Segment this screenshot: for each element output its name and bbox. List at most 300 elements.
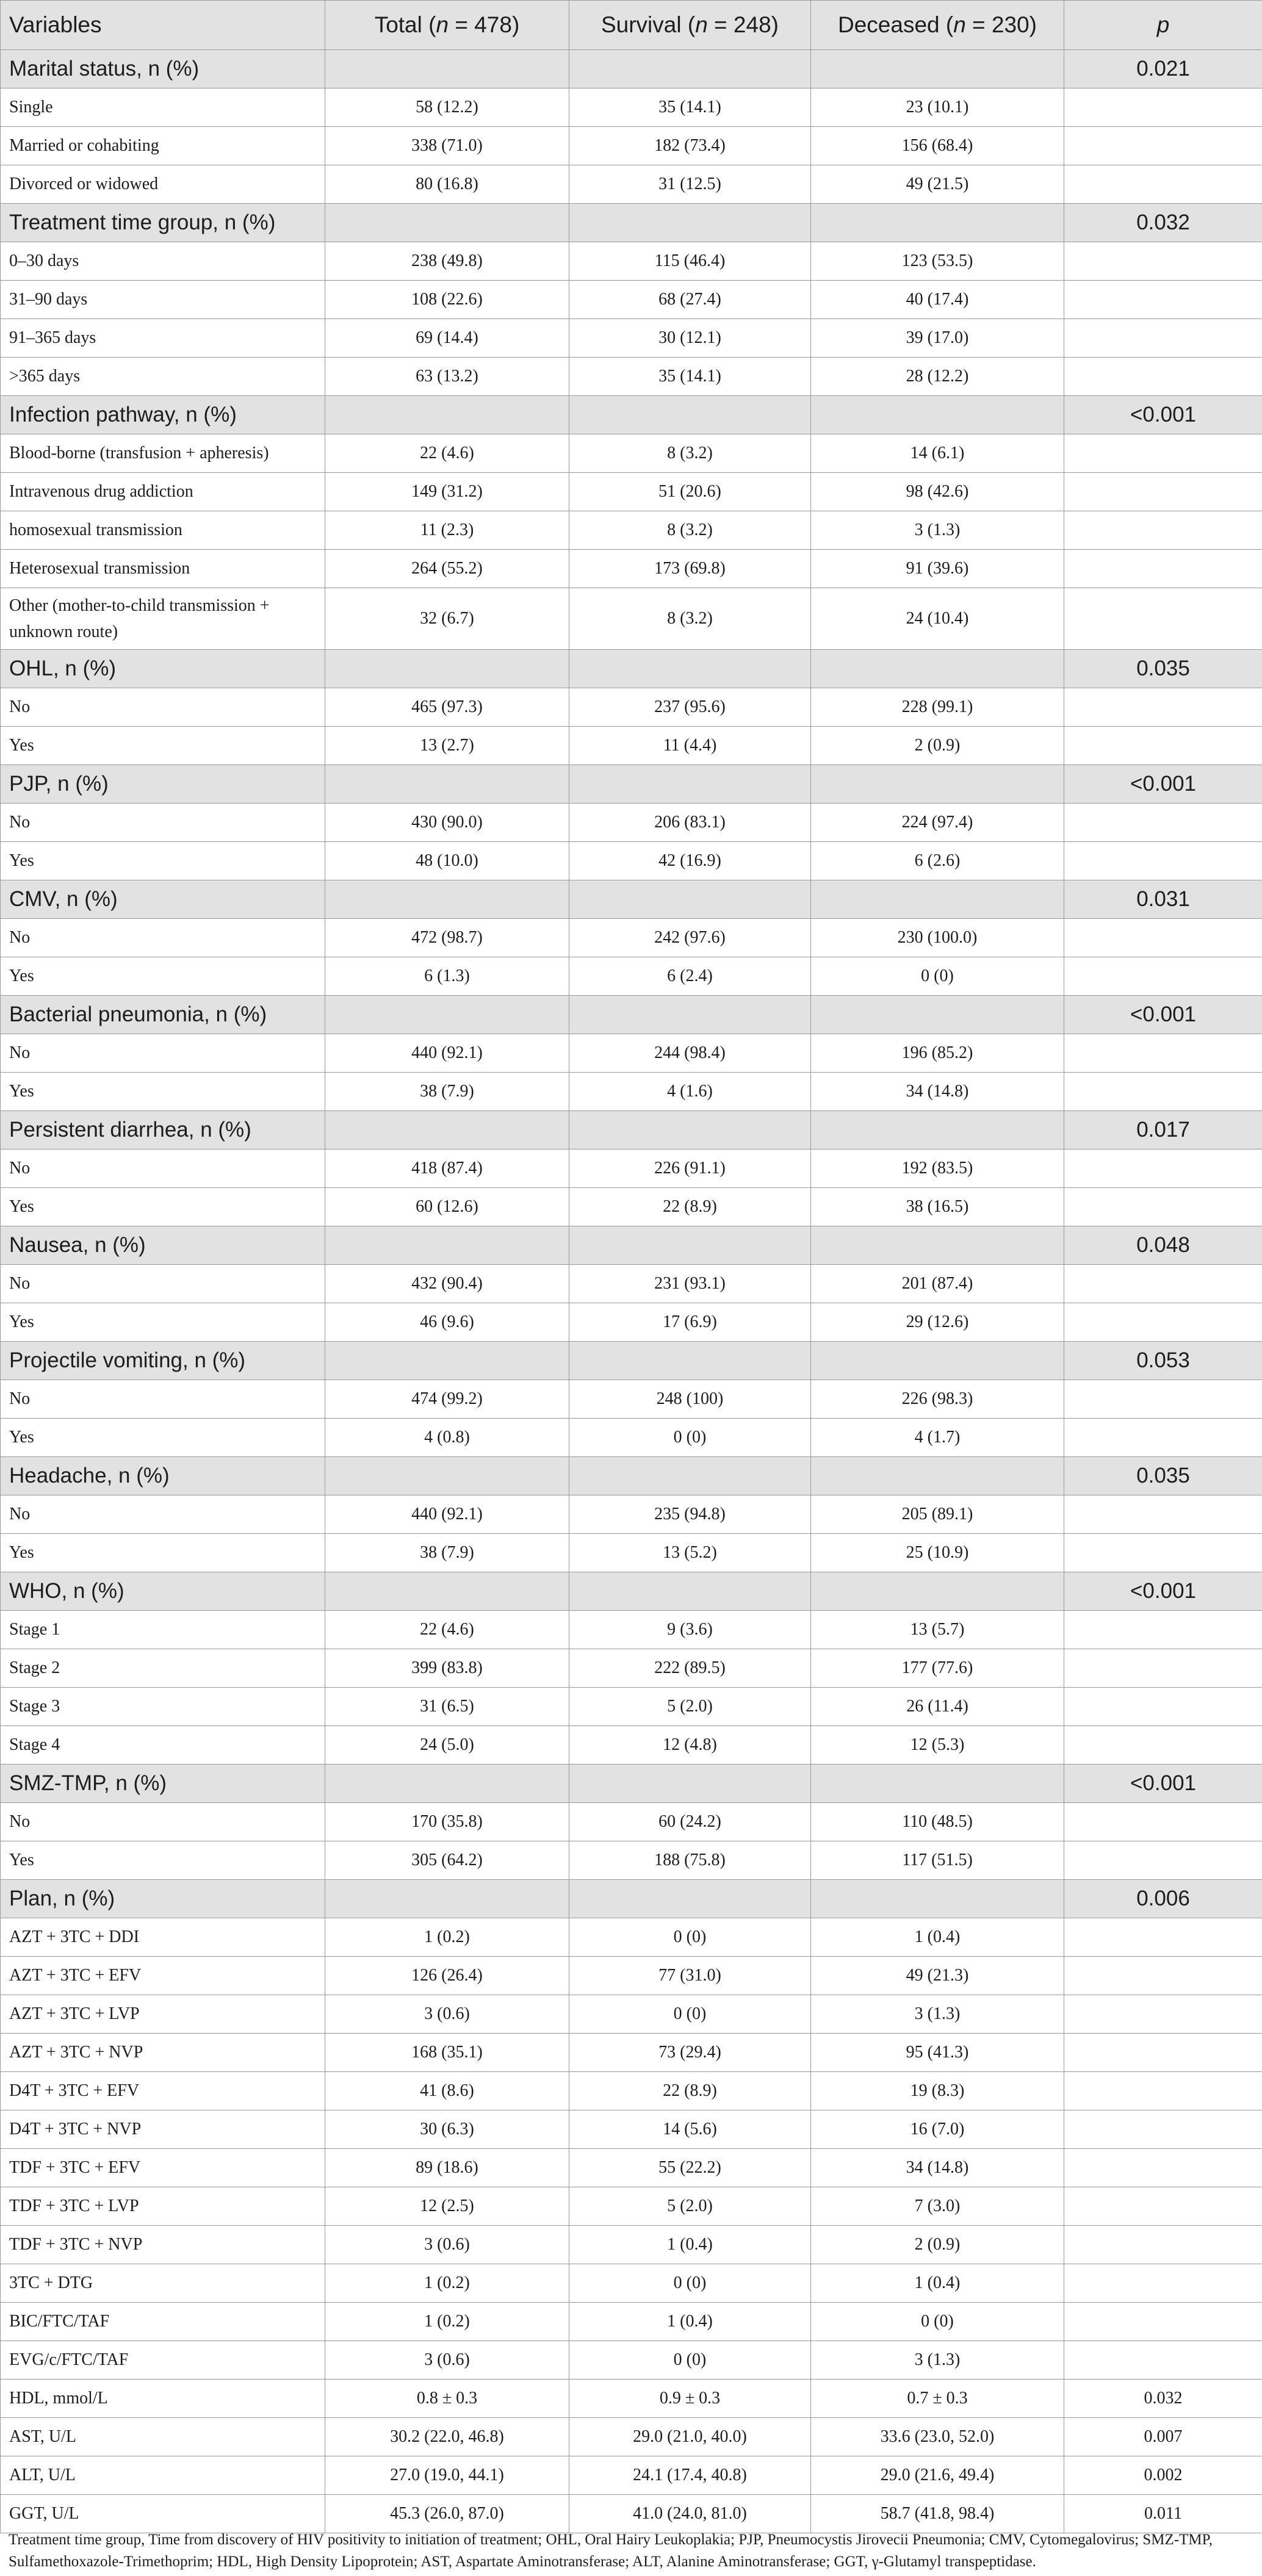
empty-cell — [1064, 319, 1262, 358]
header-total: Total (n = 478) — [325, 1, 569, 50]
total-value: 126 (26.4) — [325, 1957, 569, 1995]
empty-cell — [1064, 1188, 1262, 1226]
empty-cell — [1064, 804, 1262, 842]
total-value: 24 (5.0) — [325, 1726, 569, 1765]
empty-cell — [569, 1572, 811, 1611]
table-body — [1, 50, 1262, 2533]
empty-cell — [1064, 588, 1262, 650]
empty-cell — [1064, 473, 1262, 511]
row-label: TDF + 3TC + NVP — [1, 2226, 325, 2264]
total-value: 430 (90.0) — [325, 804, 569, 842]
table-row — [1, 1380, 1262, 1419]
header-row — [1, 1, 1262, 50]
total-value: 1 (0.2) — [325, 2264, 569, 2303]
total-value: 3 (0.6) — [325, 2341, 569, 2380]
total-value: 30 (6.3) — [325, 2110, 569, 2149]
row-label: Stage 3 — [1, 1688, 325, 1726]
empty-cell — [1064, 88, 1262, 127]
p-value: 0.017 — [1064, 1111, 1262, 1149]
survival-value: 24.1 (17.4, 40.8) — [569, 2456, 811, 2495]
total-value: 13 (2.7) — [325, 727, 569, 765]
total-value: 418 (87.4) — [325, 1149, 569, 1188]
empty-cell — [811, 650, 1064, 688]
survival-value: 60 (24.2) — [569, 1803, 811, 1841]
survival-value: 173 (69.8) — [569, 550, 811, 588]
section-header-row — [1, 880, 1262, 919]
row-label: AZT + 3TC + LVP — [1, 1995, 325, 2034]
row-label: >365 days — [1, 358, 325, 396]
total-value: 399 (83.8) — [325, 1649, 569, 1688]
p-value: 0.032 — [1064, 2380, 1262, 2418]
table-row — [1, 1034, 1262, 1073]
section-title: CMV, n (%) — [1, 880, 325, 919]
row-label: Divorced or widowed — [1, 165, 325, 204]
deceased-value: 28 (12.2) — [811, 358, 1064, 396]
empty-cell — [325, 1572, 569, 1611]
empty-cell — [569, 1880, 811, 1918]
empty-cell — [569, 396, 811, 434]
deceased-value: 6 (2.6) — [811, 842, 1064, 880]
empty-cell — [1064, 1419, 1262, 1457]
table-row — [1, 2149, 1262, 2187]
total-value: 60 (12.6) — [325, 1188, 569, 1226]
empty-cell — [1064, 727, 1262, 765]
total-value: 46 (9.6) — [325, 1303, 569, 1342]
deceased-value: 25 (10.9) — [811, 1534, 1064, 1572]
empty-cell — [1064, 842, 1262, 880]
survival-value: 31 (12.5) — [569, 165, 811, 204]
survival-value: 5 (2.0) — [569, 2187, 811, 2226]
row-label: AST, U/L — [1, 2418, 325, 2456]
deceased-value: 91 (39.6) — [811, 550, 1064, 588]
empty-cell — [1064, 281, 1262, 319]
header-survival: Survival (n = 248) — [569, 1, 811, 50]
total-value: 432 (90.4) — [325, 1265, 569, 1303]
survival-value: 68 (27.4) — [569, 281, 811, 319]
total-value: 41 (8.6) — [325, 2072, 569, 2110]
row-label: 0–30 days — [1, 242, 325, 281]
deceased-value: 19 (8.3) — [811, 2072, 1064, 2110]
total-value: 305 (64.2) — [325, 1841, 569, 1880]
table-row — [1, 2072, 1262, 2110]
table-row — [1, 957, 1262, 996]
empty-cell — [1064, 1995, 1262, 2034]
empty-cell — [1064, 2226, 1262, 2264]
section-header-row — [1, 996, 1262, 1034]
survival-value: 29.0 (21.0, 40.0) — [569, 2418, 811, 2456]
empty-cell — [811, 1765, 1064, 1803]
total-value: 440 (92.1) — [325, 1034, 569, 1073]
total-value: 48 (10.0) — [325, 842, 569, 880]
table-row — [1, 1803, 1262, 1841]
row-label: No — [1, 1149, 325, 1188]
total-value: 58 (12.2) — [325, 88, 569, 127]
table-row — [1, 804, 1262, 842]
row-label: No — [1, 1380, 325, 1419]
survival-value: 12 (4.8) — [569, 1726, 811, 1765]
table-row — [1, 1995, 1262, 2034]
survival-value: 237 (95.6) — [569, 688, 811, 727]
survival-value: 35 (14.1) — [569, 358, 811, 396]
deceased-value: 226 (98.3) — [811, 1380, 1064, 1419]
p-value: 0.035 — [1064, 650, 1262, 688]
total-value: 170 (35.8) — [325, 1803, 569, 1841]
deceased-value: 7 (3.0) — [811, 2187, 1064, 2226]
section-header-row — [1, 1457, 1262, 1495]
empty-cell — [1064, 2072, 1262, 2110]
row-label: Yes — [1, 1841, 325, 1880]
row-label: Intravenous drug addiction — [1, 473, 325, 511]
section-header-row — [1, 1226, 1262, 1265]
empty-cell — [1064, 165, 1262, 204]
survival-value: 182 (73.4) — [569, 127, 811, 165]
total-value: 22 (4.6) — [325, 1611, 569, 1649]
survival-value: 4 (1.6) — [569, 1073, 811, 1111]
empty-cell — [569, 996, 811, 1034]
empty-cell — [1064, 2149, 1262, 2187]
total-value: 4 (0.8) — [325, 1419, 569, 1457]
total-value: 80 (16.8) — [325, 165, 569, 204]
row-label: Yes — [1, 1534, 325, 1572]
deceased-value: 24 (10.4) — [811, 588, 1064, 650]
table-row — [1, 358, 1262, 396]
header-variables: Variables — [1, 1, 325, 50]
survival-value: 231 (93.1) — [569, 1265, 811, 1303]
section-header-row — [1, 1880, 1262, 1918]
empty-cell — [1064, 1034, 1262, 1073]
continuous-row — [1, 2456, 1262, 2495]
survival-value: 115 (46.4) — [569, 242, 811, 281]
table-row — [1, 727, 1262, 765]
deceased-value: 224 (97.4) — [811, 804, 1064, 842]
deceased-value: 33.6 (23.0, 52.0) — [811, 2418, 1064, 2456]
empty-cell — [569, 204, 811, 242]
deceased-value: 34 (14.8) — [811, 2149, 1064, 2187]
header-deceased: Deceased (n = 230) — [811, 1, 1064, 50]
empty-cell — [1064, 550, 1262, 588]
empty-cell — [1064, 1611, 1262, 1649]
empty-cell — [325, 396, 569, 434]
deceased-value: 156 (68.4) — [811, 127, 1064, 165]
table-row — [1, 550, 1262, 588]
survival-value: 17 (6.9) — [569, 1303, 811, 1342]
table-row — [1, 2034, 1262, 2072]
survival-value: 9 (3.6) — [569, 1611, 811, 1649]
deceased-value: 29 (12.6) — [811, 1303, 1064, 1342]
total-value: 149 (31.2) — [325, 473, 569, 511]
empty-cell — [325, 50, 569, 88]
p-value: <0.001 — [1064, 1765, 1262, 1803]
empty-cell — [1064, 1688, 1262, 1726]
empty-cell — [1064, 1957, 1262, 1995]
deceased-value: 177 (77.6) — [811, 1649, 1064, 1688]
total-value: 168 (35.1) — [325, 2034, 569, 2072]
table-row — [1, 319, 1262, 358]
empty-cell — [325, 1765, 569, 1803]
empty-cell — [569, 50, 811, 88]
total-value: 12 (2.5) — [325, 2187, 569, 2226]
survival-value: 0 (0) — [569, 2341, 811, 2380]
deceased-value: 123 (53.5) — [811, 242, 1064, 281]
empty-cell — [811, 50, 1064, 88]
empty-cell — [325, 1457, 569, 1495]
row-label: No — [1, 1803, 325, 1841]
table-row — [1, 1649, 1262, 1688]
deceased-value: 3 (1.3) — [811, 2341, 1064, 2380]
empty-cell — [1064, 1149, 1262, 1188]
deceased-value: 196 (85.2) — [811, 1034, 1064, 1073]
empty-cell — [1064, 1918, 1262, 1957]
survival-value: 248 (100) — [569, 1380, 811, 1419]
deceased-value: 58.7 (41.8, 98.4) — [811, 2495, 1064, 2533]
section-header-row — [1, 765, 1262, 804]
table-row — [1, 2303, 1262, 2341]
deceased-value: 34 (14.8) — [811, 1073, 1064, 1111]
survival-value: 244 (98.4) — [569, 1034, 811, 1073]
table-header — [1, 1, 1262, 50]
empty-cell — [811, 396, 1064, 434]
survival-value: 14 (5.6) — [569, 2110, 811, 2149]
p-value: 0.035 — [1064, 1457, 1262, 1495]
survival-value: 0 (0) — [569, 1918, 811, 1957]
deceased-value: 0 (0) — [811, 2303, 1064, 2341]
empty-cell — [1064, 1380, 1262, 1419]
empty-cell — [325, 1226, 569, 1265]
empty-cell — [1064, 2341, 1262, 2380]
total-value: 264 (55.2) — [325, 550, 569, 588]
table-row — [1, 1611, 1262, 1649]
survival-value: 22 (8.9) — [569, 1188, 811, 1226]
row-label: Heterosexual transmission — [1, 550, 325, 588]
row-label: No — [1, 688, 325, 727]
deceased-value: 95 (41.3) — [811, 2034, 1064, 2072]
row-label: AZT + 3TC + NVP — [1, 2034, 325, 2072]
section-header-row — [1, 1572, 1262, 1611]
row-label: Blood-borne (transfusion + apheresis) — [1, 434, 325, 473]
deceased-value: 13 (5.7) — [811, 1611, 1064, 1649]
row-label: Married or cohabiting — [1, 127, 325, 165]
survival-value: 1 (0.4) — [569, 2303, 811, 2341]
row-label: Stage 1 — [1, 1611, 325, 1649]
deceased-value: 0 (0) — [811, 957, 1064, 996]
survival-value: 42 (16.9) — [569, 842, 811, 880]
table-row — [1, 842, 1262, 880]
total-value: 1 (0.2) — [325, 2303, 569, 2341]
table-row — [1, 1303, 1262, 1342]
total-value: 472 (98.7) — [325, 919, 569, 957]
empty-cell — [1064, 1803, 1262, 1841]
empty-cell — [1064, 434, 1262, 473]
empty-cell — [325, 1880, 569, 1918]
header-p-value: p — [1064, 1, 1262, 50]
total-value: 22 (4.6) — [325, 434, 569, 473]
continuous-row — [1, 2418, 1262, 2456]
table-row — [1, 165, 1262, 204]
section-title: Bacterial pneumonia, n (%) — [1, 996, 325, 1034]
empty-cell — [1064, 1265, 1262, 1303]
empty-cell — [1064, 2034, 1262, 2072]
survival-value: 222 (89.5) — [569, 1649, 811, 1688]
survival-value: 41.0 (24.0, 81.0) — [569, 2495, 811, 2533]
total-value: 89 (18.6) — [325, 2149, 569, 2187]
row-label: 3TC + DTG — [1, 2264, 325, 2303]
table-row — [1, 88, 1262, 127]
deceased-value: 1 (0.4) — [811, 2264, 1064, 2303]
empty-cell — [569, 1342, 811, 1380]
row-label: Yes — [1, 1188, 325, 1226]
row-label: Single — [1, 88, 325, 127]
total-value: 63 (13.2) — [325, 358, 569, 396]
empty-cell — [811, 204, 1064, 242]
empty-cell — [1064, 688, 1262, 727]
survival-value: 8 (3.2) — [569, 588, 811, 650]
table-row — [1, 2264, 1262, 2303]
section-title: Plan, n (%) — [1, 1880, 325, 1918]
survival-value: 77 (31.0) — [569, 1957, 811, 1995]
survival-value: 35 (14.1) — [569, 88, 811, 127]
row-label: homosexual transmission — [1, 511, 325, 550]
total-value: 30.2 (22.0, 46.8) — [325, 2418, 569, 2456]
table-row — [1, 1726, 1262, 1765]
empty-cell — [569, 880, 811, 919]
survival-value: 22 (8.9) — [569, 2072, 811, 2110]
deceased-value: 3 (1.3) — [811, 511, 1064, 550]
empty-cell — [811, 1880, 1064, 1918]
p-value: 0.053 — [1064, 1342, 1262, 1380]
row-label: Yes — [1, 1073, 325, 1111]
deceased-value: 16 (7.0) — [811, 2110, 1064, 2149]
table-row — [1, 127, 1262, 165]
table-row — [1, 1688, 1262, 1726]
section-title: Persistent diarrhea, n (%) — [1, 1111, 325, 1149]
survival-value: 206 (83.1) — [569, 804, 811, 842]
empty-cell — [569, 1226, 811, 1265]
empty-cell — [811, 1226, 1064, 1265]
empty-cell — [811, 1111, 1064, 1149]
empty-cell — [1064, 2264, 1262, 2303]
section-title: WHO, n (%) — [1, 1572, 325, 1611]
deceased-value: 0.7 ± 0.3 — [811, 2380, 1064, 2418]
row-label: BIC/FTC/TAF — [1, 2303, 325, 2341]
total-value: 45.3 (26.0, 87.0) — [325, 2495, 569, 2533]
row-label: AZT + 3TC + DDI — [1, 1918, 325, 1957]
survival-value: 0.9 ± 0.3 — [569, 2380, 811, 2418]
section-header-row — [1, 50, 1262, 88]
empty-cell — [1064, 127, 1262, 165]
row-label: No — [1, 804, 325, 842]
total-value: 11 (2.3) — [325, 511, 569, 550]
empty-cell — [569, 1111, 811, 1149]
total-value: 465 (97.3) — [325, 688, 569, 727]
p-value: <0.001 — [1064, 996, 1262, 1034]
survival-value: 8 (3.2) — [569, 434, 811, 473]
empty-cell — [325, 765, 569, 804]
row-label: AZT + 3TC + EFV — [1, 1957, 325, 1995]
total-value: 474 (99.2) — [325, 1380, 569, 1419]
survival-value: 11 (4.4) — [569, 727, 811, 765]
row-label: Yes — [1, 1303, 325, 1342]
section-title: Marital status, n (%) — [1, 50, 325, 88]
table-row — [1, 511, 1262, 550]
row-label: Yes — [1, 842, 325, 880]
empty-cell — [325, 1111, 569, 1149]
row-label: Yes — [1, 1419, 325, 1457]
p-value: <0.001 — [1064, 1572, 1262, 1611]
p-value: 0.007 — [1064, 2418, 1262, 2456]
deceased-value: 49 (21.3) — [811, 1957, 1064, 1995]
deceased-value: 3 (1.3) — [811, 1995, 1064, 2034]
deceased-value: 4 (1.7) — [811, 1419, 1064, 1457]
empty-cell — [811, 1457, 1064, 1495]
row-label: No — [1, 919, 325, 957]
total-value: 38 (7.9) — [325, 1073, 569, 1111]
table-row — [1, 2110, 1262, 2149]
empty-cell — [811, 1342, 1064, 1380]
section-header-row — [1, 396, 1262, 434]
table-row — [1, 473, 1262, 511]
survival-value: 0 (0) — [569, 1419, 811, 1457]
deceased-value: 98 (42.6) — [811, 473, 1064, 511]
p-value: 0.021 — [1064, 50, 1262, 88]
total-value: 38 (7.9) — [325, 1534, 569, 1572]
total-value: 69 (14.4) — [325, 319, 569, 358]
total-value: 3 (0.6) — [325, 1995, 569, 2034]
total-value: 238 (49.8) — [325, 242, 569, 281]
survival-value: 55 (22.2) — [569, 2149, 811, 2187]
deceased-value: 201 (87.4) — [811, 1265, 1064, 1303]
deceased-value: 38 (16.5) — [811, 1188, 1064, 1226]
table-row — [1, 242, 1262, 281]
empty-cell — [325, 1342, 569, 1380]
section-header-row — [1, 1342, 1262, 1380]
empty-cell — [1064, 2303, 1262, 2341]
empty-cell — [1064, 511, 1262, 550]
deceased-value: 1 (0.4) — [811, 1918, 1064, 1957]
section-title: Nausea, n (%) — [1, 1226, 325, 1265]
empty-cell — [811, 1572, 1064, 1611]
survival-value: 0 (0) — [569, 2264, 811, 2303]
empty-cell — [569, 650, 811, 688]
deceased-value: 117 (51.5) — [811, 1841, 1064, 1880]
table-row — [1, 2226, 1262, 2264]
survival-value: 51 (20.6) — [569, 473, 811, 511]
table-row — [1, 1841, 1262, 1880]
row-label: No — [1, 1034, 325, 1073]
section-header-row — [1, 204, 1262, 242]
table-row — [1, 1918, 1262, 1957]
section-title: SMZ-TMP, n (%) — [1, 1765, 325, 1803]
deceased-value: 2 (0.9) — [811, 727, 1064, 765]
row-label: GGT, U/L — [1, 2495, 325, 2533]
survival-value: 242 (97.6) — [569, 919, 811, 957]
empty-cell — [1064, 1649, 1262, 1688]
p-value: 0.048 — [1064, 1226, 1262, 1265]
total-value: 0.8 ± 0.3 — [325, 2380, 569, 2418]
survival-value: 188 (75.8) — [569, 1841, 811, 1880]
row-label: 31–90 days — [1, 281, 325, 319]
deceased-value: 40 (17.4) — [811, 281, 1064, 319]
section-title: Projectile vomiting, n (%) — [1, 1342, 325, 1380]
continuous-row — [1, 2380, 1262, 2418]
deceased-value: 12 (5.3) — [811, 1726, 1064, 1765]
empty-cell — [1064, 1073, 1262, 1111]
empty-cell — [1064, 1495, 1262, 1534]
section-header-row — [1, 650, 1262, 688]
table-row — [1, 434, 1262, 473]
survival-value: 235 (94.8) — [569, 1495, 811, 1534]
total-value: 27.0 (19.0, 44.1) — [325, 2456, 569, 2495]
empty-cell — [569, 1765, 811, 1803]
